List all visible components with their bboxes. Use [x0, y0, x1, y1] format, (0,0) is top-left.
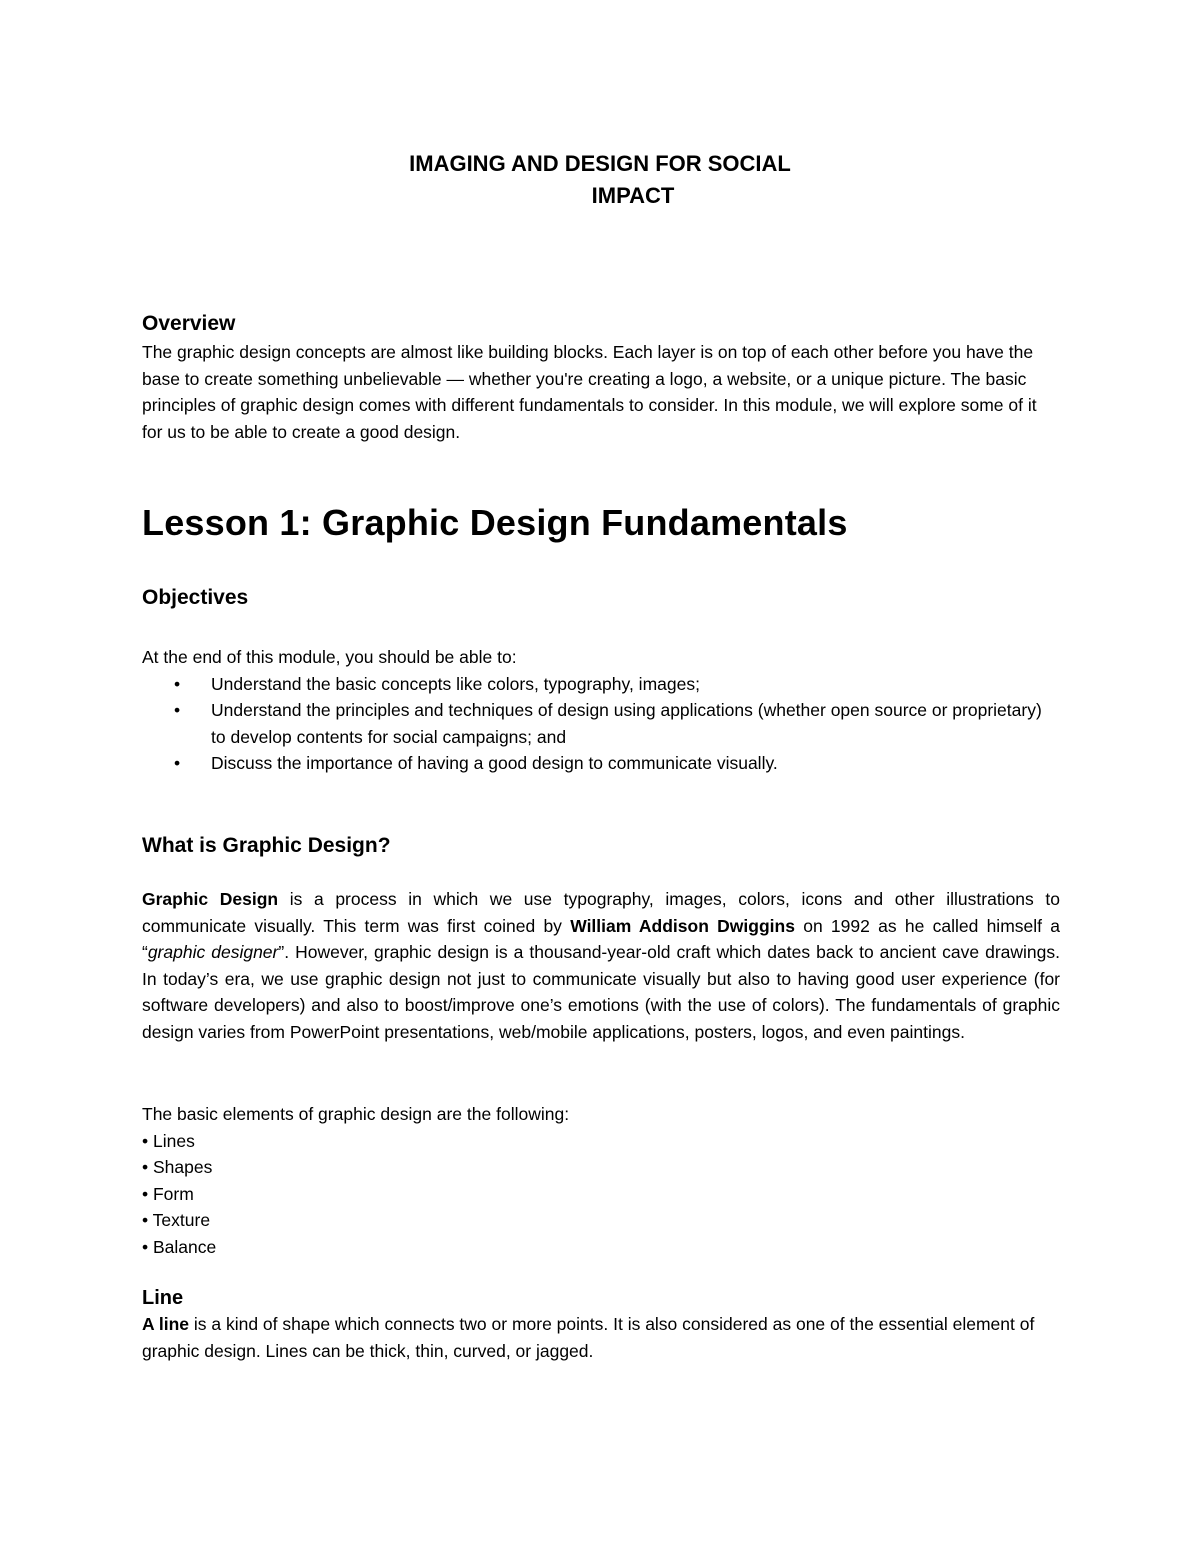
line-section	[142, 1287, 1060, 1364]
lesson-section	[142, 502, 1060, 544]
person-name: William Addison Dwiggins	[570, 915, 795, 936]
title-line-2: IMPACT	[591, 183, 675, 208]
term-graphic-design: Graphic Design	[142, 889, 279, 909]
objective-text: Understand the principles and techniques of design using applications (whether open source or proprietary) to develop contents for social campaigns; and	[211, 700, 1042, 747]
bullet: •	[174, 673, 181, 694]
list-item: • Shapes	[142, 1157, 213, 1178]
list-item: • Lines	[142, 1130, 195, 1151]
term-a-line: A line	[142, 1314, 189, 1334]
what-is-text-part-2: on 1992 as he called himself a “	[142, 915, 1060, 962]
list-item	[142, 697, 1060, 750]
objectives-section	[142, 586, 1060, 610]
objectives-list-section	[142, 644, 1060, 777]
what-is-section	[142, 834, 1060, 1045]
bullet: •	[174, 700, 181, 720]
line-text	[142, 1311, 1060, 1364]
document-title	[0, 148, 1200, 212]
list-item	[142, 671, 1060, 698]
list-item: • Texture	[142, 1210, 211, 1231]
bullet: •	[174, 753, 181, 773]
elements-section	[142, 1101, 1060, 1260]
what-is-text-part-1: is a process in which we use typography, images, colors, icons and other illustrations to communicate visually. This term was first coined by	[142, 889, 1060, 936]
objective-text: Discuss the importance of having a good design to communicate visually.	[211, 753, 778, 773]
objectives-heading: Objectives	[142, 586, 249, 609]
quoted-term: graphic designer	[147, 942, 279, 962]
list-item	[142, 750, 1060, 777]
list-item: • Form	[142, 1183, 194, 1204]
line-text-body: is a kind of shape which connects two or more points. It is also considered as one of the essential element of graphic design. Lines can be thick, thin, curved, or jagged.	[142, 1314, 1035, 1361]
elements-intro: The basic elements of graphic design are the following:	[142, 1104, 570, 1124]
objective-text: Understand the basic concepts like colors, typography, images;	[211, 673, 700, 694]
elements-list	[142, 1128, 1060, 1261]
lesson-title: Lesson 1: Graphic Design Fundamentals	[142, 502, 848, 543]
title-line-1: IMAGING AND DESIGN FOR SOCIAL	[409, 151, 791, 176]
objectives-list	[142, 671, 1060, 777]
objectives-intro: At the end of this module, you should be able to:	[142, 647, 517, 667]
overview-section	[142, 312, 1060, 445]
overview-text: The graphic design concepts are almost like building blocks. Each layer is on top of each other before you have the base to create something unbelievable — whether you're creating a logo, a website, or a unique picture. The basic principles of graphic design comes with different fundamentals to consider. In this module, we will explore some of it for us to be able to create a good design.	[142, 342, 1037, 442]
line-heading: Line	[142, 1287, 184, 1309]
what-is-text	[142, 886, 1060, 1045]
what-is-text-part-3: ”. However, graphic design is a thousand-year-old craft which dates back to ancient cave drawings. In today’s era, we use graphic design not just to communicate visually but also to having good user experience (for software developers) and also to boost/improve one’s emotions (with the use of colors). The fundamentals of graphic design varies from PowerPoint presentations, web/mobile applications, posters, logos, and even paintings.	[142, 942, 1060, 1042]
overview-heading: Overview	[142, 312, 236, 335]
list-item: • Balance	[142, 1236, 217, 1257]
what-is-heading: What is Graphic Design?	[142, 834, 391, 857]
